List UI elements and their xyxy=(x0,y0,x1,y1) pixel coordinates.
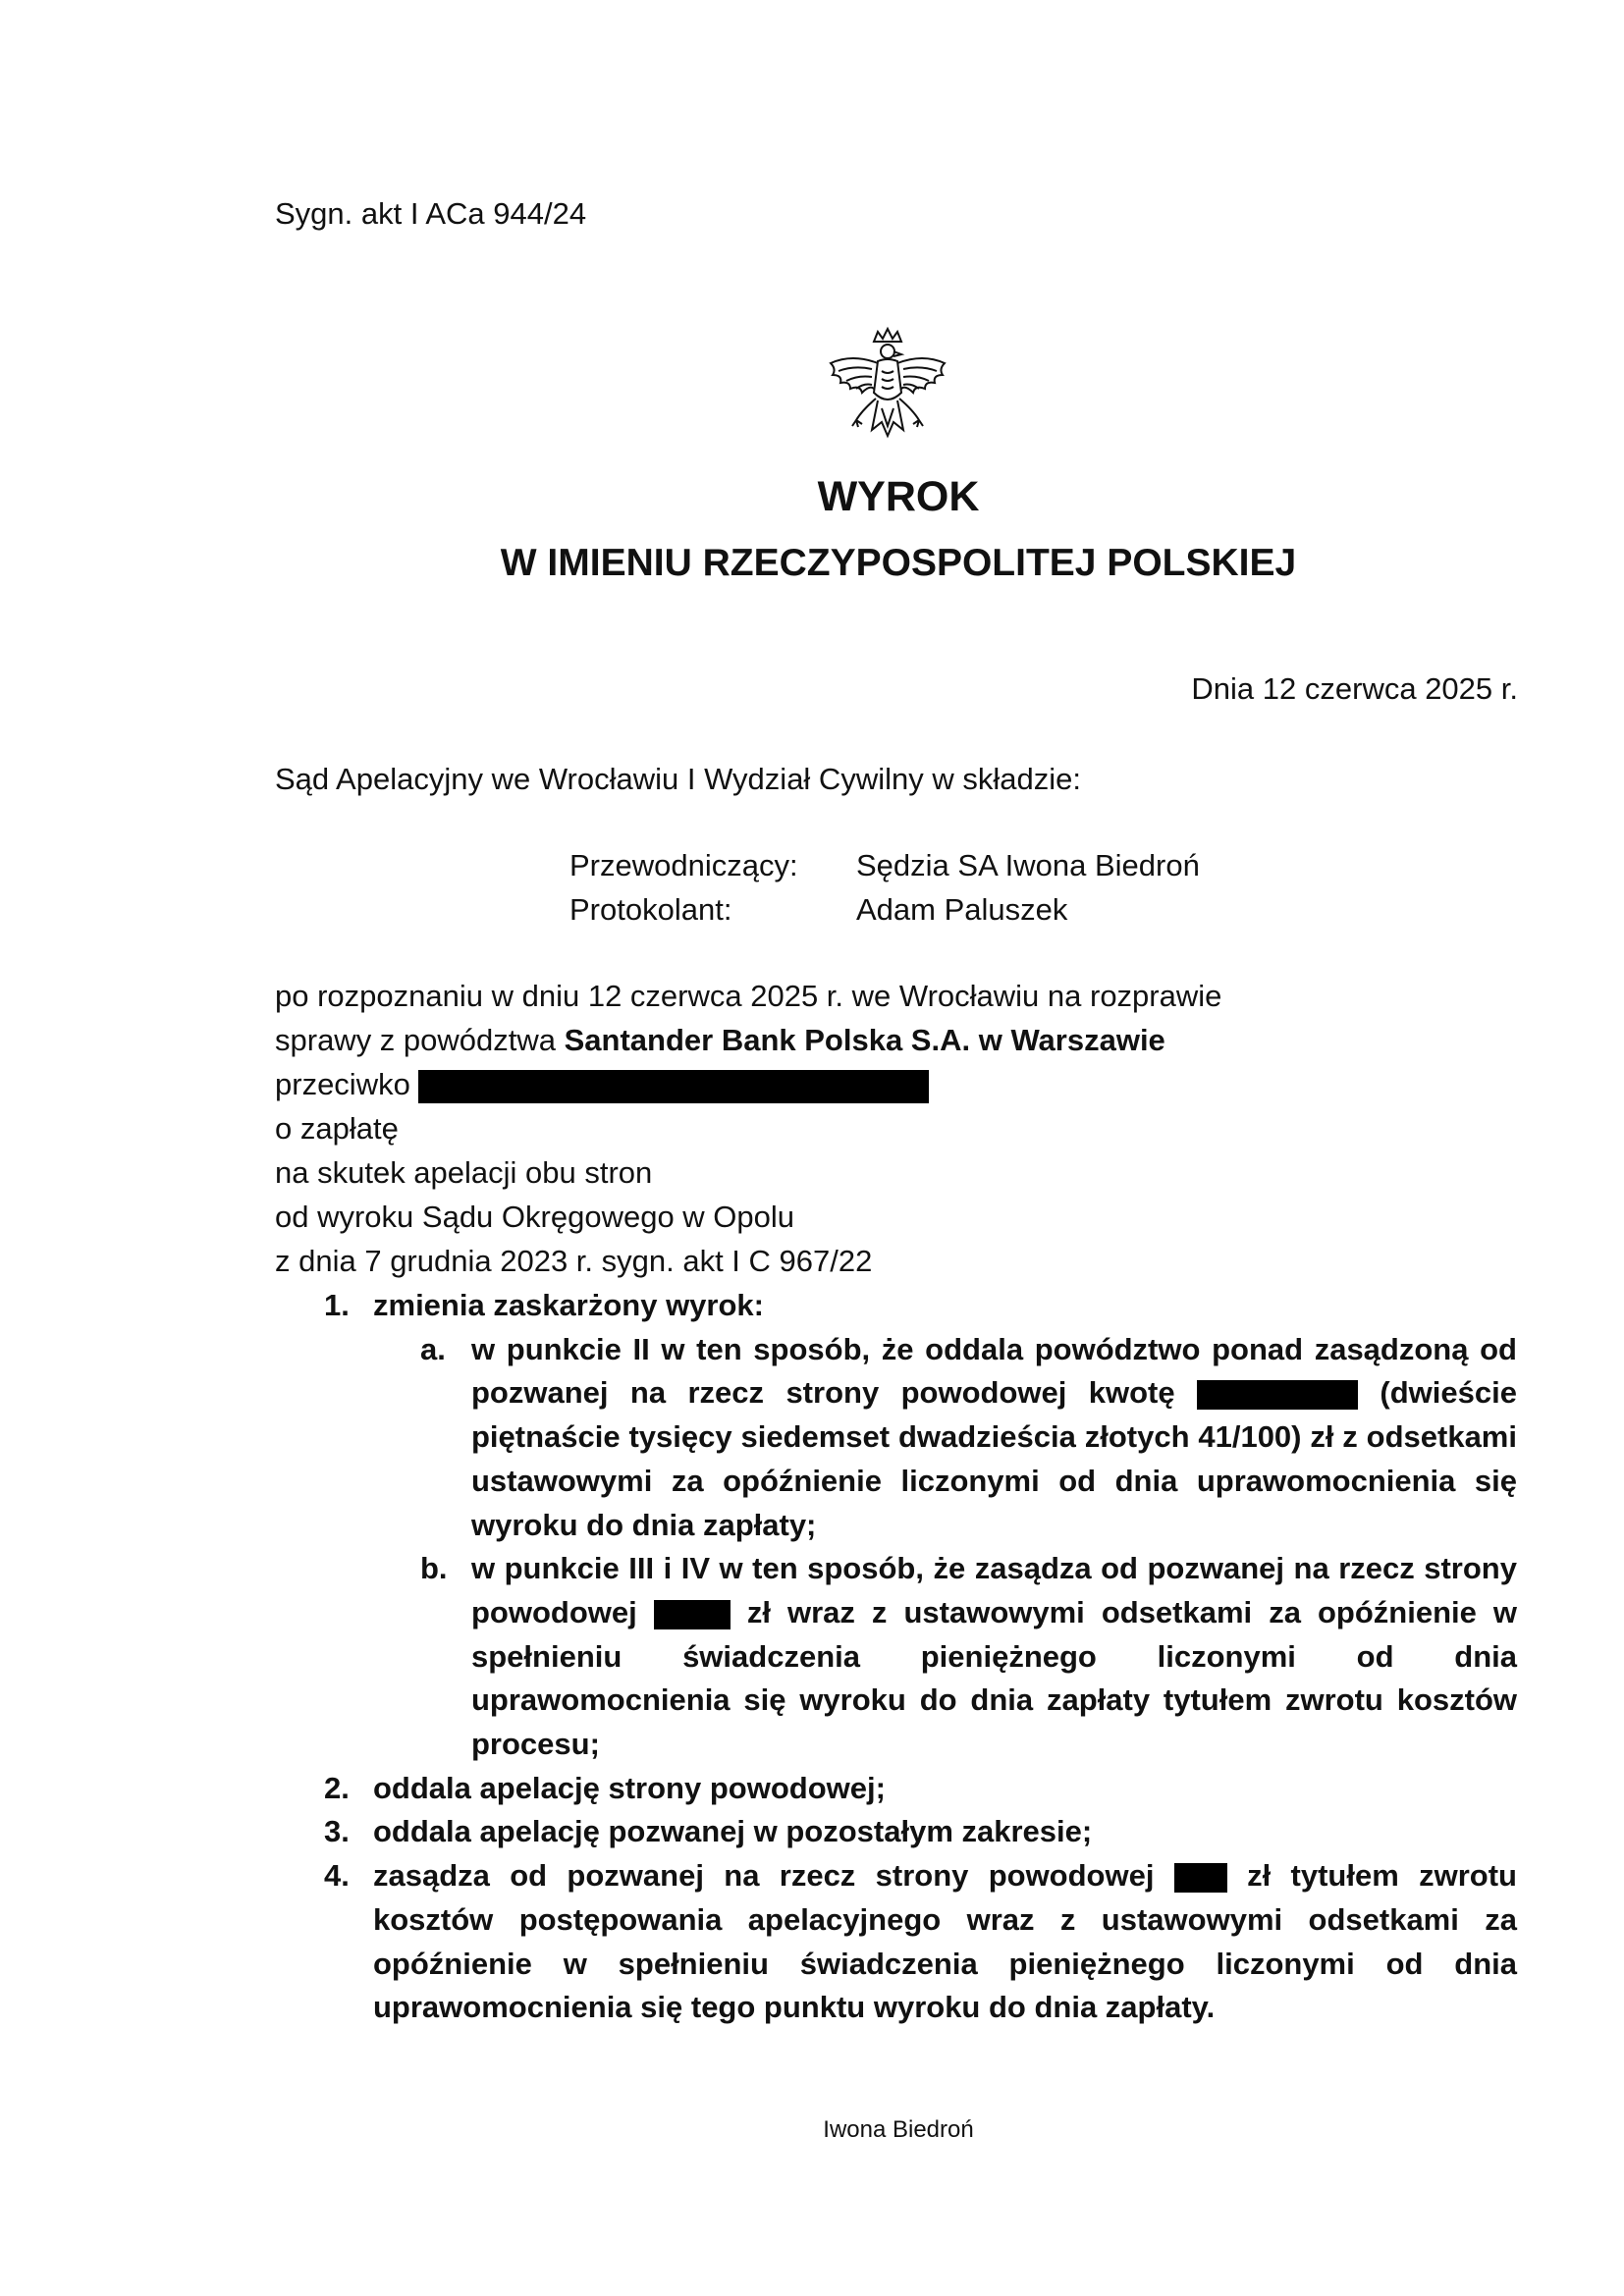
ruling-item-text: zł tytułem zwrotu kosztów postępowania apelacyjnego wraz z ustawowymi odsetkami za opóźnienie w spełnieniu świadczenia pieniężnego liczonymi od dnia uprawomocnienia się tego punktu wyroku do dnia zapłaty. xyxy=(373,1858,1517,2025)
ruling-subitem-text: (dwieście piętnaście tysięcy siedemset dwadzieścia złotych 41/100) zł z odsetkami ustawowymi za opóźnienie liczonymi od dnia uprawomocnienia się wyroku do dnia zapłaty; xyxy=(471,1375,1517,1542)
judgment-title: WYROK xyxy=(817,473,980,520)
ruling-item-number: 2. xyxy=(324,1770,350,1805)
ruling-subitem-text: w punkcie III i IV w ten sposób, że zasądza od pozwanej na rzecz strony powodowej xyxy=(471,1551,1517,1629)
case-description xyxy=(275,975,1221,1284)
case-line: od wyroku Sądu Okręgowego w Opolu xyxy=(275,1200,795,1234)
against-label: przeciwko xyxy=(275,1067,410,1101)
composition-role: Przewodniczący: xyxy=(569,848,798,882)
case-line: na skutek apelacji obu stron xyxy=(275,1155,653,1190)
redacted-amount xyxy=(1174,1863,1227,1893)
case-line xyxy=(275,1063,1221,1107)
case-line-prefix: sprawy z powództwa xyxy=(275,1023,565,1057)
ruling-item xyxy=(275,1810,1517,1854)
redacted-defendant xyxy=(418,1070,929,1103)
case-line xyxy=(275,1019,1221,1063)
redacted-amount xyxy=(654,1600,731,1629)
plaintiff-name: Santander Bank Polska S.A. w Warszawie xyxy=(564,1023,1165,1057)
court-line: Sąd Apelacyjny we Wrocławiu I Wydział Cywilny w składzie: xyxy=(275,762,1081,796)
polish-eagle-emblem-icon xyxy=(823,324,952,461)
ruling-item-number: 3. xyxy=(324,1814,350,1849)
case-line: po rozpoznaniu w dniu 12 czerwca 2025 r. we Wrocławiu na rozprawie xyxy=(275,979,1222,1013)
composition-name: Adam Paluszek xyxy=(856,892,1068,927)
ruling-item-text: oddala apelację strony powodowej; xyxy=(373,1770,886,1805)
ruling-item xyxy=(275,1767,1517,1811)
ruling-subitem-letter: a. xyxy=(420,1331,446,1366)
composition-role: Protokolant: xyxy=(569,892,732,927)
ruling-subitem-text: w punkcie II w ten sposób, że oddala powództwo ponad zasądzoną od pozwanej na rzecz strony powodowej kwotę xyxy=(471,1331,1517,1411)
ruling-item-number: 1. xyxy=(324,1288,350,1322)
ruling-subitem xyxy=(275,1328,1517,1548)
redacted-amount xyxy=(1197,1380,1358,1410)
case-line: z dnia 7 grudnia 2023 r. sygn. akt I C 967/22 xyxy=(275,1244,873,1278)
ruling-subitem-letter: b. xyxy=(420,1551,448,1586)
judgment-subtitle: W IMIENIU RZECZYPOSPOLITEJ POLSKIEJ xyxy=(500,542,1297,584)
ruling-item-text: zasądza od pozwanej na rzecz strony powodowej xyxy=(373,1858,1174,1894)
judge-signature: Iwona Biedroń xyxy=(823,2116,974,2143)
case-line: o zapłatę xyxy=(275,1111,399,1146)
judgment-date: Dnia 12 czerwca 2025 r. xyxy=(1191,671,1518,706)
ruling-list xyxy=(275,1284,1517,2030)
ruling-subitem-text: zł wraz z ustawowymi odsetkami za opóźnienie w spełnieniu świadczenia pieniężnego liczonymi od dnia uprawomocnienia się wyroku do dnia zapłaty tytułem zwrotu kosztów procesu; xyxy=(471,1594,1517,1762)
composition-name: Sędzia SA Iwona Biedroń xyxy=(856,848,1200,882)
ruling-subitem xyxy=(275,1547,1517,1767)
ruling-item xyxy=(275,1854,1517,2030)
ruling-item xyxy=(275,1284,1517,1328)
ruling-item-number: 4. xyxy=(324,1858,350,1894)
ruling-item-text: oddala apelację pozwanej w pozostałym zakresie; xyxy=(373,1814,1093,1849)
ruling-item-text: zmienia zaskarżony wyrok: xyxy=(373,1288,764,1322)
case-signature: Sygn. akt I ACa 944/24 xyxy=(275,196,587,231)
